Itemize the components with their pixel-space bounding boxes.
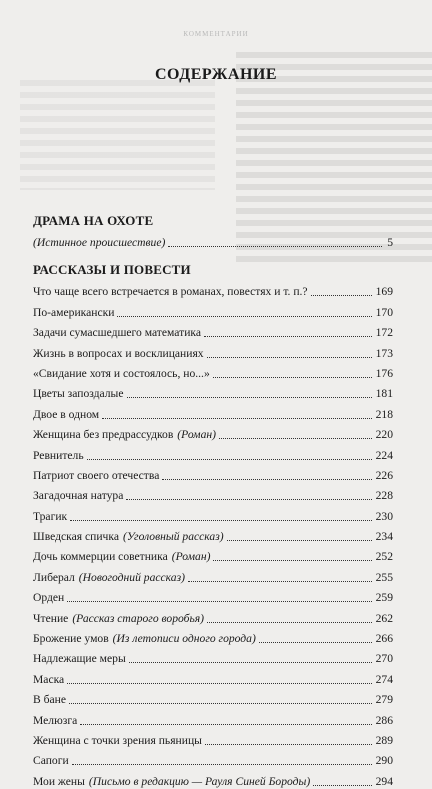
toc-entry — [33, 707, 393, 727]
entry-title: Либерал — [33, 570, 75, 584]
dot-leader — [126, 499, 372, 500]
toc-entry — [33, 463, 393, 483]
running-head: КОММЕНТАРИИ — [183, 30, 249, 38]
toc-entry — [33, 728, 393, 748]
page-number: 289 — [375, 733, 393, 747]
entry-title: В бане — [33, 693, 67, 707]
page-number: 234 — [375, 530, 393, 544]
page-number: 226 — [375, 468, 393, 482]
entry-title: Трагик — [33, 509, 68, 523]
page-number: 274 — [375, 672, 393, 686]
toc-entry — [33, 483, 393, 503]
toc-entry — [33, 768, 393, 788]
page-number: 266 — [375, 632, 393, 646]
page-number: 173 — [375, 346, 393, 360]
entry-subtitle: (Роман) — [177, 428, 216, 442]
entry-title: Женщина без предрассудков — [33, 428, 174, 442]
entry-title: Цветы запоздалые — [33, 387, 124, 401]
entry-title: Надлежащие меры — [33, 652, 126, 666]
page-number: 286 — [375, 713, 393, 727]
entry-title: Ревнитель — [33, 448, 84, 462]
toc-entry — [33, 320, 393, 340]
toc-entry — [33, 503, 393, 523]
toc-entry — [33, 585, 393, 605]
page-number: 172 — [375, 326, 393, 340]
entry-title: Орден — [33, 591, 65, 605]
entry-subtitle: (Из летописи одного города) — [112, 632, 256, 646]
page-title: СОДЕРЖАНИЕ — [154, 66, 278, 83]
toc-entry — [33, 564, 393, 584]
dot-leader — [204, 336, 372, 337]
entry-title: (Истинное происшествие) — [33, 236, 166, 250]
toc-entry — [33, 401, 393, 421]
entry-subtitle: (Роман) — [171, 550, 211, 564]
dot-leader — [311, 295, 372, 296]
entry-subtitle: (Рассказ старого воробья) — [72, 611, 204, 625]
page-number: 224 — [375, 448, 393, 462]
dot-leader — [80, 724, 372, 725]
page-number: 259 — [375, 591, 393, 605]
page-number: 279 — [375, 693, 393, 707]
dot-leader — [129, 662, 372, 663]
page-number: 220 — [375, 428, 393, 442]
entry-title: Сапоги — [33, 754, 69, 768]
section-drama — [33, 212, 393, 250]
toc-entry — [33, 748, 393, 768]
section-stories — [33, 261, 393, 789]
toc-entry — [33, 442, 393, 462]
dot-leader — [67, 601, 372, 602]
dot-leader — [87, 459, 372, 460]
entry-title: Мелюзга — [33, 713, 78, 727]
dot-leader — [219, 438, 372, 439]
entry-title: Патриот своего отечества — [33, 468, 160, 482]
entry-subtitle: (Новогодний рассказ) — [78, 570, 185, 584]
dot-leader — [259, 642, 372, 643]
section-heading: РАССКАЗЫ И ПОВЕСТИ — [33, 262, 191, 277]
entry-title: Задачи сумасшедшего математика — [33, 326, 202, 340]
entry-subtitle: (Уголовный рассказ) — [122, 530, 224, 544]
toc-entry — [33, 605, 393, 625]
entry-title: Жизнь в вопросах и восклицаниях — [33, 346, 204, 360]
dot-leader — [69, 703, 372, 704]
dot-leader — [67, 683, 372, 684]
toc-entry — [33, 646, 393, 666]
dot-leader — [313, 785, 372, 786]
toc-entry — [33, 626, 393, 646]
entry-title: Брожение умов — [33, 632, 109, 646]
entry-title: Женщина с точки зрения пьяницы — [33, 733, 202, 747]
dot-leader — [127, 397, 373, 398]
toc-entry — [33, 299, 393, 319]
dot-leader — [213, 377, 372, 378]
entry-title: Что чаще всего встречается в романах, повестях и т. п.? — [33, 285, 308, 299]
page-number: 176 — [375, 366, 393, 380]
page-number: 290 — [375, 754, 393, 768]
bleed-through-text — [20, 80, 215, 190]
entry-subtitle: (Письмо в редакцию — Рауля Синей Бороды) — [88, 774, 311, 788]
dot-leader — [72, 764, 372, 765]
section-heading: ДРАМА НА ОХОТЕ — [33, 213, 154, 228]
toc-entry — [33, 381, 393, 401]
toc-entry — [33, 524, 393, 544]
page-number: 230 — [375, 509, 393, 523]
page-number: 255 — [375, 570, 393, 584]
page-number: 294 — [375, 774, 393, 788]
dot-leader — [227, 540, 372, 541]
toc-entry — [33, 361, 393, 381]
dot-leader — [102, 418, 372, 419]
dot-leader — [207, 622, 372, 623]
page-number: 181 — [375, 387, 393, 401]
dot-leader — [117, 316, 372, 317]
toc-entry — [33, 279, 393, 299]
entry-title: Двое в одном — [33, 407, 100, 421]
toc-entry — [33, 544, 393, 564]
entry-title: Загадочная натура — [33, 489, 124, 503]
entry-title: По-американски — [33, 305, 115, 319]
entry-title: Чтение — [33, 611, 69, 625]
dot-leader — [168, 246, 382, 247]
entry-title: Маска — [33, 672, 65, 686]
page-number: 252 — [375, 550, 393, 564]
dot-leader — [70, 520, 372, 521]
entry-title: Шведская спичка — [33, 530, 119, 544]
page-number: 270 — [375, 652, 393, 666]
page-number: 228 — [375, 489, 393, 503]
toc-entry — [33, 230, 393, 250]
toc-entry — [33, 666, 393, 686]
dot-leader — [213, 560, 372, 561]
entry-title: Мои жены — [33, 774, 85, 788]
toc-entry — [33, 687, 393, 707]
page-number: 262 — [375, 611, 393, 625]
dot-leader — [162, 479, 372, 480]
dot-leader — [188, 581, 372, 582]
page-number: 170 — [375, 305, 393, 319]
toc-entry — [33, 340, 393, 360]
page-number: 5 — [387, 236, 393, 250]
entry-title: Дочь коммерции советника — [33, 550, 168, 564]
dot-leader — [205, 744, 372, 745]
entry-title: «Свидание хотя и состоялось, но...» — [33, 366, 210, 380]
page-number: 218 — [375, 407, 393, 421]
page-number: 169 — [375, 285, 393, 299]
dot-leader — [207, 357, 372, 358]
toc-entry — [33, 422, 393, 442]
